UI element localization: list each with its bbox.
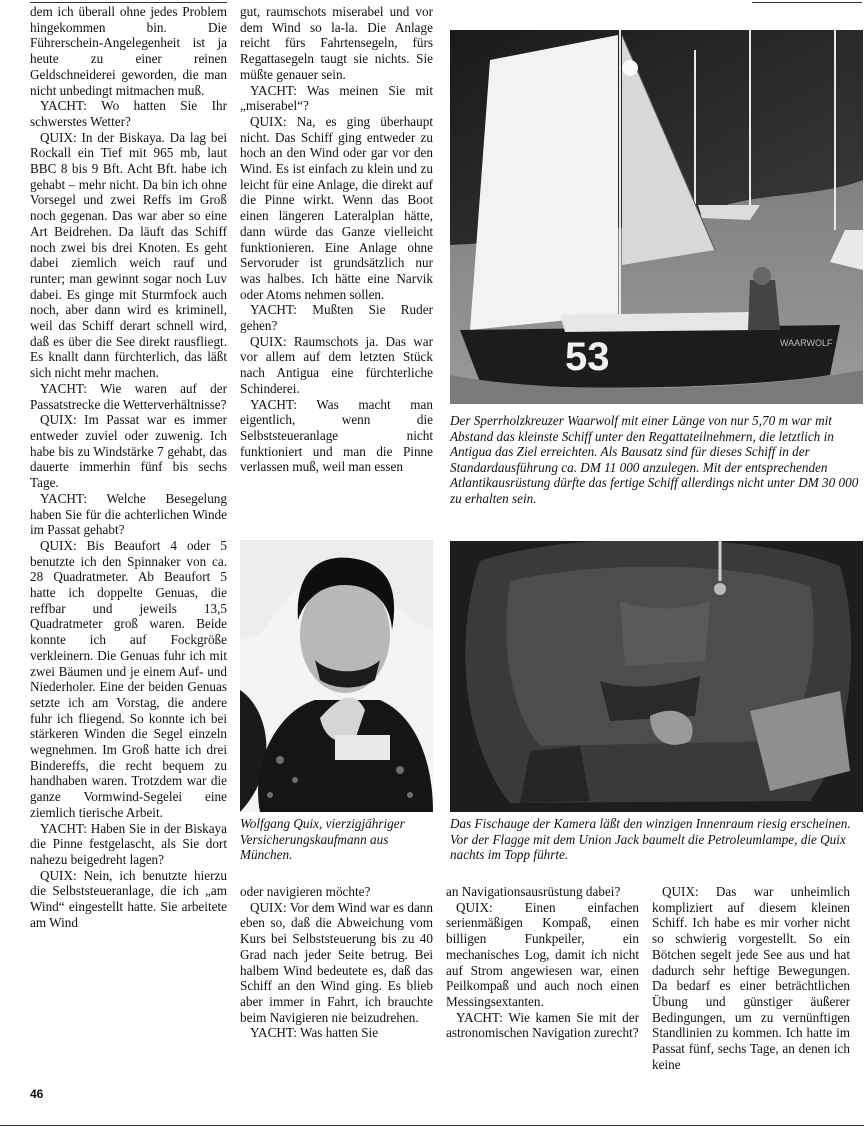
top-rule-right — [752, 2, 862, 3]
paragraph: YACHT: Welche Besegelung haben Sie für die achterlichen Winde im Passat gehabt? — [30, 490, 227, 538]
page-number: 46 — [30, 1087, 44, 1101]
paragraph: YACHT: Was meinen Sie mit „miserabel“? — [240, 82, 433, 114]
bottom-rule — [0, 1125, 864, 1126]
hull-name-label: WAARWOLF — [780, 338, 833, 348]
paragraph: YACHT: Haben Sie in der Biskaya die Pinne festgelascht, als Sie dort nahezu beigedreht lagen? — [30, 820, 227, 867]
portrait-photo — [240, 540, 433, 812]
paragraph: YACHT: Mußten Sie Ruder gehen? — [240, 302, 433, 334]
paragraph: QUIX: Bis Beaufort 4 oder 5 benutzte ich den Spinnaker von ca. 28 Quadratmeter. Ab Beaufort 5 hatte ich doppelte Genuas, die reffbar und jeweils 13,5 Quadratmeter groß waren. Beide konnte ich auf Fockgröße verkleinern. Die Genuas fuhr ich mit zwei Bäumen und je einem Auf- und Niederholer. Eine der beiden Genuas setzte ich am Vorstag, die andere fuhr ich fliegend. So konnte ich bei stärkeren Winden die Segel einzeln wegnehmen. Im Groß hatte ich drei Bindereffs, die recht bequem zu handhaben waren. Trotzdem war die ganze Vormwind-Segelei eine ziemlich tierische Arbeit. — [30, 537, 227, 820]
cabin-photo-caption: Das Fischauge der Kamera läßt den winzigen Innenraum riesig erscheinen. Vor der Flagge mit dem Union Jack baumelt die Petroleumlampe, die Quix nachts im Topp führte. — [450, 816, 851, 862]
yacht-photo-caption: Der Sperrholzkreuzer Waarwolf mit einer Länge von nur 5,70 m war mit Abstand das kleinste Schiff unter den Regattateilnehmern, die letztlich in Antigua das Ziel erreichten. Als Bausatz sind für dieses Schiff in der Standardausführung ca. DM 11 000 anzulegen. Mit der entsprechenden Atlantikausrüstung dürfte das fertige Schiff allerdings nicht unter DM 30 000 zu erhalten sein. — [450, 413, 859, 506]
yacht-photo — [450, 30, 863, 404]
sail-number-label: 53 — [565, 335, 610, 379]
article-column-1 — [30, 4, 227, 930]
paragraph: YACHT: Wie waren auf der Passatstrecke die Wetterverhältnisse? — [30, 380, 227, 412]
paragraph: QUIX: Nein, ich benutzte hierzu die Selbststeueranlage, die ich „am Wind“ eingestellt hatte. Sie arbeitete am Wind — [30, 867, 227, 930]
top-rule-left — [30, 2, 227, 3]
portrait-photo-caption: Wolfgang Quix, vierzigjähriger Versicherungskaufmann aus München. — [240, 816, 405, 862]
article-column-4-lower — [446, 884, 639, 1041]
article-column-5-lower — [652, 884, 850, 1072]
article-column-3-lower — [240, 884, 433, 1041]
paragraph: dem ich überall ohne jedes Problem hingekommen bin. Die Führerschein-Angelegenheit ist ja heute zu einer reinen Geldschneiderei geworden, die man nicht unbedingt mitmachen muß. — [30, 4, 227, 98]
paragraph: QUIX: In der Biskaya. Da lag bei Rockall ein Tief mit 965 mb, laut BBC 8 bis 9 Bft. Acht Bft. habe ich gehabt – mehr nicht. Da bin ich ohne Vorsegel und zwei Reffs im Groß noch gegenan. Das war aber so eine Art Beidrehen. Da läuft das Schiff noch zwei bis drei Knoten. Es geht dabei ziemlich weich rauf und runter; man gewinnt sogar noch Luv dabei. Es ginge mit Sturmfock auch noch, aber dann wird es kriminell, weil das Schiff derart schnell wird, daß es über die See direkt rausfliegt. Es knallt dann fürchterlich, das läßt sich nicht mehr machen. — [30, 129, 227, 381]
paragraph: QUIX: Na, es ging überhaupt nicht. Das Schiff ging entweder zu hoch an den Wind oder gar vor den Wind. Es ist einfach zu klein und zu leicht für eine Anlage, die direkt auf die Pinne wirkt. Wenn das Boot einen längeren Lateralplan hätte, dann würde das Ganze vielleicht funktionieren. Eine Anlage ohne Servoruder ist grundsätzlich nur was halbes. Ich hätte eine Narvik oder Atoms nehmen sollen. — [240, 113, 433, 302]
article-column-2 — [240, 4, 433, 475]
paragraph: QUIX: Raumschots ja. Das war vor allem auf dem letzten Stück nach Antigua eine fürchterliche Schinderei. — [240, 333, 433, 396]
paragraph: gut, raumschots miserabel und vor dem Wind so la-la. Die Anlage reicht fürs Fahrtensegeln, fürs Regattasegeln taugt sie nichts. Sie müßte genauer sein. — [240, 4, 433, 82]
paragraph: YACHT: Was hatten Sie — [250, 1025, 379, 1041]
paragraph: QUIX: Einen einfachen serienmäßigen Kompaß, einen billigen Funkpeiler, ein mechanisches Log, damit ich nicht auf Strom angewiesen war, einen Peilkompaß und auch noch einen Messingsextanten. — [446, 899, 639, 1009]
paragraph: oder navigieren möchte? — [240, 884, 371, 899]
paragraph: QUIX: Im Passat war es immer entweder zuviel oder zuwenig. Ich habe bis zu Windstärke 7 gehabt, das dauerte immerhin fünf bis sechs Tage. — [30, 412, 227, 491]
paragraph: YACHT: Was macht man eigentlich, wenn die Selbststeueranlage nicht funktioniert und man die Pinne verlassen muß, weil man essen — [240, 396, 433, 475]
paragraph: an Navigationsausrüstung dabei? — [446, 884, 621, 899]
cabin-photo — [450, 541, 863, 812]
paragraph: QUIX: Vor dem Wind war es dann eben so, daß die Abweichung vom Kurs bei Selbststeuerung bis zu 40 Grad nach jeder Seite betrug. Bei halbem Wind bedeutete es, daß das Schiff an den Wind ging. Es blieb aber immer in Fahrt, ich brauchte beim Navigieren nie beizudrehen. — [240, 899, 433, 1025]
paragraph: YACHT: Wo hatten Sie Ihr schwerstes Wetter? — [30, 98, 227, 129]
paragraph: YACHT: Wie kamen Sie mit der astronomischen Navigation zurecht? — [446, 1009, 639, 1041]
paragraph: QUIX: Das war unheimlich kompliziert auf diesem kleinen Schiff. Ich habe es mir vorher nicht so schwierig vorgestellt. So ein Bötchen segelt jede See aus und hat dadurch sehr heftige Bewegungen. Da bedarf es einer beträchtlichen Übung und günstiger äußerer Bedingungen, um zu vernünftigen Standlinien zu kommen. Ich hatte im Passat fünf, sechs Tage, an denen ich keine — [652, 884, 850, 1072]
